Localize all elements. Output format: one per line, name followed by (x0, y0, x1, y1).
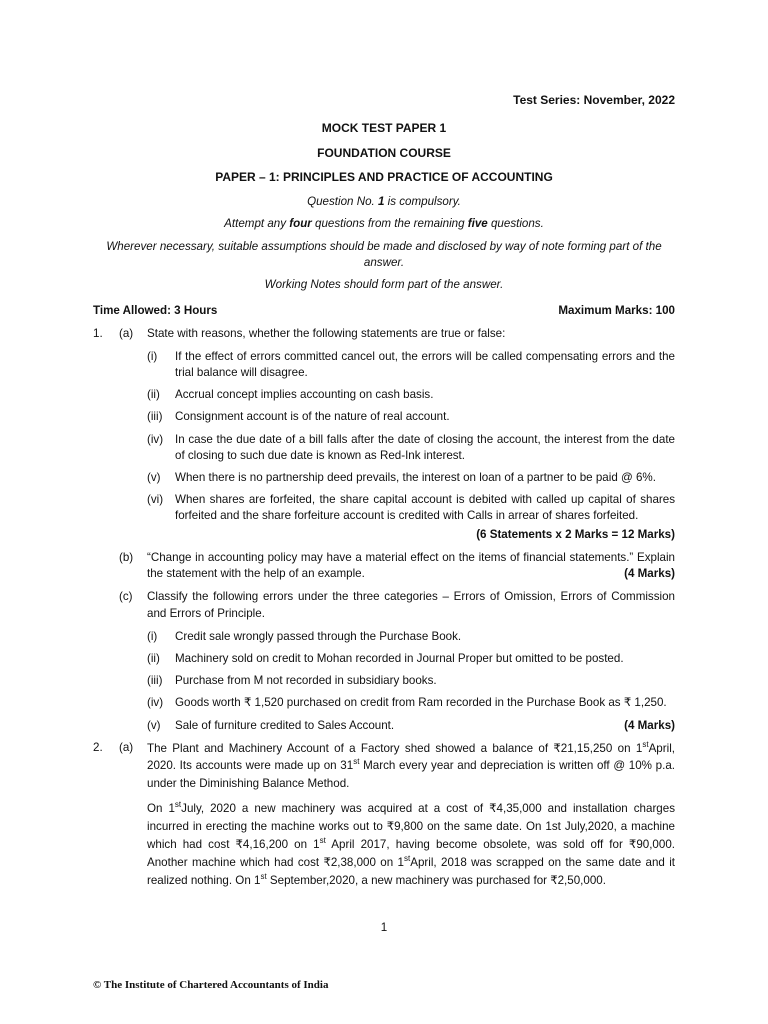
document-page (93, 92, 675, 890)
list-item: (i) If the effect of errors committed cancel out, the errors will be called compensating errors and the trial balance will disagree. (147, 349, 675, 379)
instruction-compulsory: Question No. 1 is compulsory. (307, 195, 461, 209)
list-item: (ii) Machinery sold on credit to Mohan recorded in Journal Proper but omitted to be posted. (147, 652, 624, 665)
list-item: (v) Sale of furniture credited to Sales Account. (4 Marks) (147, 718, 675, 734)
instruction-assumptions: Wherever necessary, suitable assumptions should be made and disclosed by way of note forming part of the answer. (106, 239, 662, 269)
list-item: (i) Credit sale wrongly passed through the Purchase Book. (147, 629, 462, 643)
question-1b (93, 550, 675, 582)
list-item: (iii) Consignment account is of the nature of real account. (147, 410, 450, 424)
question-text: The Plant and Machinery Account of a Factory shed showed a balance of ₹21,15,250 on 1stApril, 2020. Its accounts were made up on 31st March every year and depreciation is written off @ 10% p.a. under the Diminishing Balance Method. (147, 740, 675, 790)
question-number: 1. (93, 326, 103, 340)
question-text: “Change in accounting policy may have a material effect on the items of financial statements.” Explain the statement with the help of an example. (147, 550, 675, 581)
exam-meta (93, 303, 675, 319)
part-label: (a) (119, 740, 134, 754)
question-text: Classify the following errors under the three categories – Errors of Omission, Errors of Commission and Errors of Principle. (147, 590, 675, 620)
test-series: Test Series: November, 2022 (513, 93, 675, 107)
list-item: (ii) Accrual concept implies accounting on cash basis. (147, 388, 434, 402)
copyright-footer: © The Institute of Chartered Accountants of India (93, 979, 329, 991)
question-text: State with reasons, whether the following statements are true or false: (147, 326, 506, 340)
course-title: FOUNDATION COURSE (317, 145, 451, 160)
list-item: (vi) When shares are forfeited, the share capital account is debited with called up capital of shares forfeited and the share forfeiture account is credited with Calls in arrear of shares forfeited. (147, 493, 675, 523)
question-1c (93, 589, 675, 621)
question-2a-paragraph: On 1stJuly, 2020 a new machinery was acquired at a cost of ₹4,35,000 and installation charges incurred in erecting the machine works out to ₹9,800 on the same date. On 1st July,2020, a machine which had cost ₹4,16,200 on 1st April 2017, having become obsolete, was sold off for ₹90,000. Another machine which had cost ₹2,38,000 on 1stApril, 2018 was scrapped on the same date and it realized nothing. On 1st September,2020, a new machinery was purchased for ₹2,50,000. (147, 800, 675, 887)
instruction-working-notes: Working Notes should form part of the answer. (264, 278, 504, 292)
list-item: (iv) Goods worth ₹ 1,520 purchased on credit from Ram recorded in the Purchase Book as ₹ 1,250. (147, 696, 667, 710)
list-item: (v) When there is no partnership deed prevails, the interest on loan of a partner to be paid @ 6%. (147, 471, 656, 485)
part-label: (b) (119, 550, 134, 564)
part-label: (c) (119, 590, 133, 604)
question-1a (93, 326, 675, 342)
paper-title: MOCK TEST PAPER 1 (321, 120, 447, 135)
list-item: (iii) Purchase from M not recorded in subsidiary books. (147, 674, 437, 688)
maximum-marks: Maximum Marks: 100 (558, 304, 675, 318)
question-2a (93, 740, 675, 792)
list-item: (iv) In case the due date of a bill falls after the date of closing the account, the interest from the date of closing to such due date is known as Red-Ink interest. (147, 432, 675, 462)
instruction-attempt: Attempt any four questions from the remaining five questions. (224, 217, 544, 231)
marks-1c: (4 Marks) (624, 718, 675, 732)
part-label: (a) (119, 326, 134, 340)
question-number: 2. (93, 740, 103, 754)
marks-1b: (4 Marks) (624, 567, 675, 581)
marks-1a: (6 Statements x 2 Marks = 12 Marks) (476, 527, 675, 541)
subject-title: PAPER – 1: PRINCIPLES AND PRACTICE OF ACCOUNTING (215, 170, 553, 185)
time-allowed: Time Allowed: 3 Hours (93, 304, 218, 318)
page-number: 1 (380, 921, 388, 934)
